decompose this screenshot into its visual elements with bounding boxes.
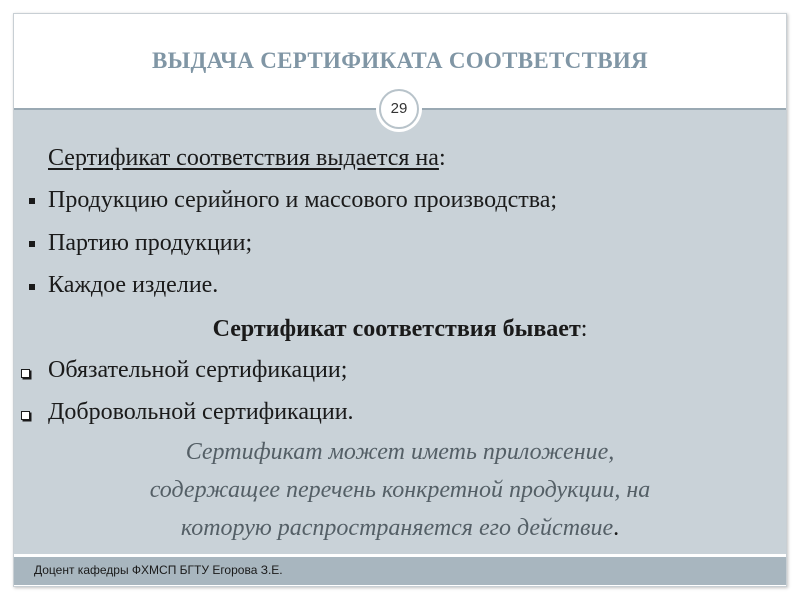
note-period: .	[613, 515, 620, 541]
note-line: содержащее перечень конкретной продукции, на	[149, 477, 651, 503]
bullet-item: Партию продукции;	[48, 230, 253, 256]
note-line: Сертификат может иметь приложение,	[185, 439, 615, 465]
slide-number-badge: 29	[379, 89, 419, 129]
intro-underlined-text: Сертификат соответствия выдается на	[48, 145, 439, 171]
subheading-text: Сертификат соответствия бывает	[212, 316, 581, 342]
subheading-colon: :	[580, 316, 588, 342]
note-line-text: которую распространяется его действие	[180, 515, 614, 541]
type-item: Добровольной сертификации.	[48, 399, 354, 425]
type-item: Обязательной сертификации;	[48, 357, 348, 383]
footer-author: Доцент кафедры ФХМСП БГТУ Егорова З.Е.	[34, 563, 283, 577]
bullet-item: Каждое изделие.	[48, 272, 219, 298]
intro-colon: :	[438, 145, 446, 171]
bullet-item: Продукцию серийного и массового производства;	[48, 187, 558, 213]
slide-frame	[13, 13, 787, 587]
slide-title: ВЫДАЧА СЕРТИФИКАТА СООТВЕТСТВИЯ	[152, 48, 648, 73]
